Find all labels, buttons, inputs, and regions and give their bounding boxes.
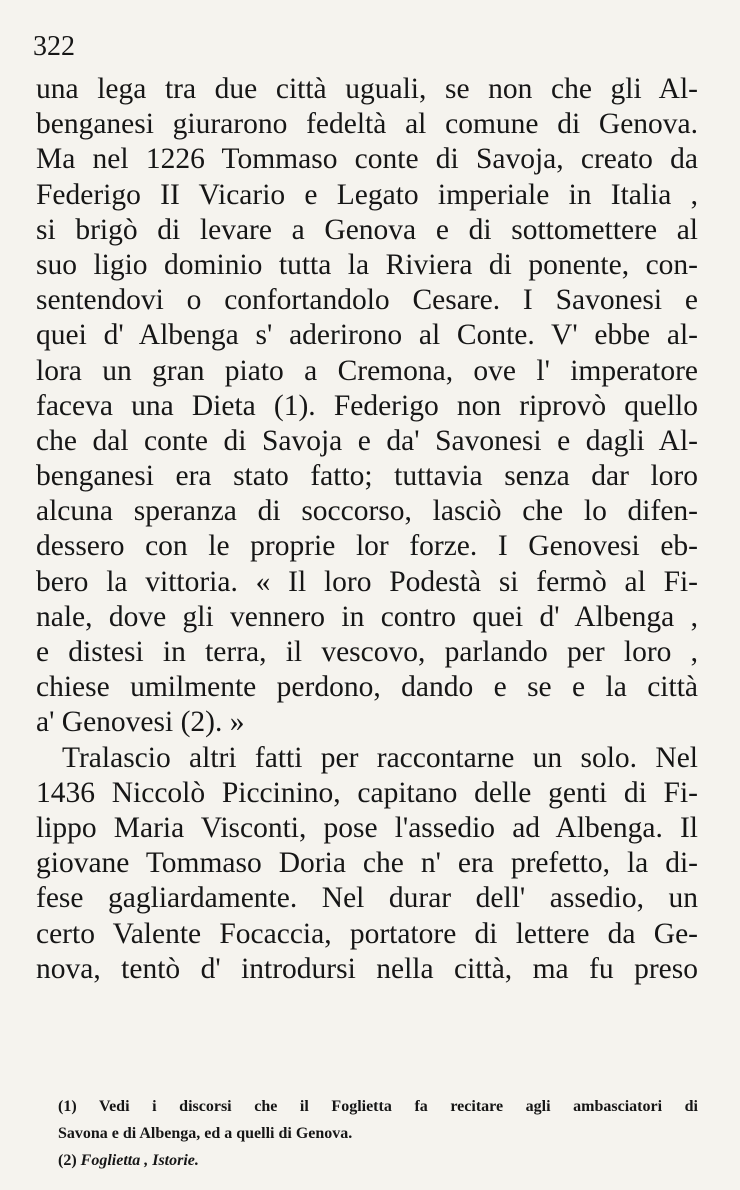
- text-line: Ma nel 1226 Tommaso conte di Savoja, creato da: [36, 143, 698, 176]
- text-line: a' Genovesi (2). »: [36, 706, 245, 739]
- footnote-1: [36, 1093, 698, 1120]
- footnote-1-continuation: Savona e di Albenga, ed a quelli di Genova.: [58, 1125, 353, 1142]
- text-line: benganesi era stato fatto; tuttavia senza dar loro: [36, 460, 698, 493]
- text-line: fese gagliardamente. Nel durar dell' assedio, un: [36, 882, 698, 915]
- text-line: sentendovi o confortandolo Cesare. I Savonesi e: [36, 284, 698, 317]
- footnotes: [36, 1093, 698, 1174]
- text-line: faceva una Dieta (1). Federigo non riprovò quello: [36, 389, 698, 422]
- text-line: Tralascio altri fatti per raccontarne un solo. Nel: [62, 741, 698, 774]
- text-line: che dal conte di Savoja e da' Savonesi e dagli Al-: [36, 424, 698, 457]
- footnote-2: [36, 1147, 698, 1174]
- body-text: [36, 72, 698, 987]
- text-line: dessero con le proprie lor forze. I Genovesi eb-: [36, 530, 698, 563]
- text-line: quei d' Albenga s' aderirono al Conte. V' ebbe al-: [36, 319, 698, 352]
- footnote-marker: (1): [58, 1098, 77, 1115]
- page-number: 322: [33, 31, 75, 62]
- text-line: nova, tentò d' introdursi nella città, ma fu preso: [36, 952, 698, 985]
- text-line: nale, dove gli vennero in contro quei d' Albenga ,: [36, 600, 698, 633]
- text-line: lippo Maria Visconti, pose l'assedio ad Albenga. Il: [36, 811, 698, 844]
- text-line: chiese umilmente perdono, dando e se e la città: [36, 671, 698, 704]
- footnote-text: Vedi i discorsi che il Foglietta fa recitare agli ambasciatori di: [98, 1098, 698, 1115]
- text-line: certo Valente Focaccia, portatore di lettere da Ge-: [36, 917, 698, 950]
- text-line: lora un gran piato a Cremona, ove l' imperatore: [36, 354, 698, 387]
- text-line: Federigo II Vicario e Legato imperiale in Italia ,: [36, 178, 698, 211]
- text-line: alcuna speranza di soccorso, lasciò che lo difen-: [36, 495, 698, 528]
- text-line: bero la vittoria. « Il loro Podestà si fermò al Fi-: [36, 565, 698, 598]
- text-line: giovane Tommaso Doria che n' era prefetto, la di-: [36, 847, 698, 880]
- text-line: benganesi giurarono fedeltà al comune di Genova.: [36, 108, 698, 141]
- text-line: si brigò di levare a Genova e di sottomettere al: [36, 213, 698, 246]
- footnote-marker: (2): [58, 1152, 77, 1169]
- text-line: e distesi in terra, il vescovo, parlando per loro ,: [36, 636, 698, 668]
- text-line: 1436 Niccolò Piccinino, capitano delle genti di Fi-: [36, 776, 698, 809]
- text-line: una lega tra due città uguali, se non che gli Al-: [36, 73, 698, 105]
- text-line: suo ligio dominio tutta la Riviera di ponente, con-: [36, 248, 698, 281]
- footnote-text: Foglietta , Istorie.: [80, 1152, 199, 1169]
